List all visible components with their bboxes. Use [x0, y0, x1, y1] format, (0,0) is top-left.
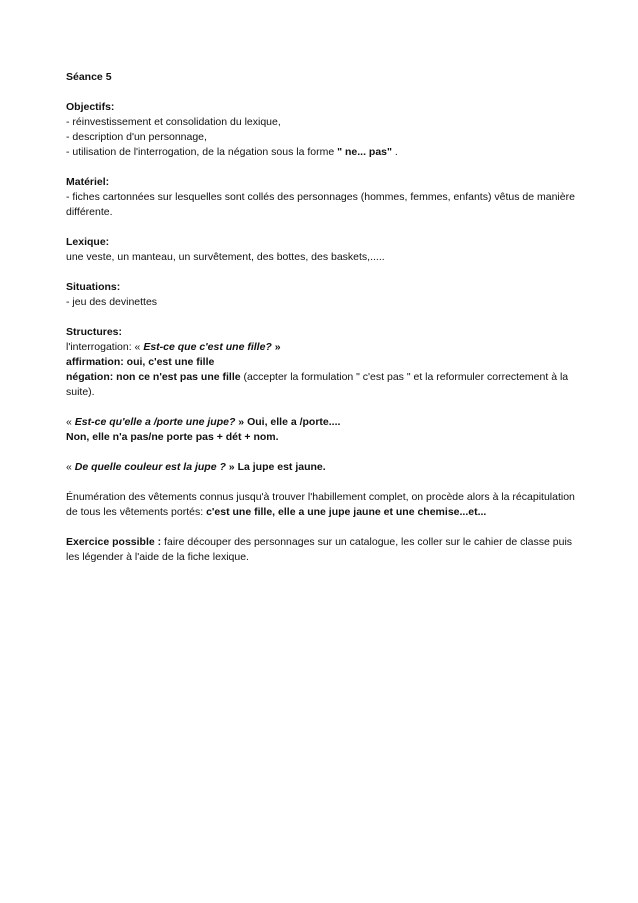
exemple-1: [66, 415, 586, 445]
document-page: [66, 70, 586, 580]
exemple-2-question: De quelle couleur est la jupe ?: [74, 461, 226, 473]
situations-section: [66, 280, 586, 310]
situations-text: - jeu des devinettes: [66, 296, 158, 308]
materiel-text: - fiches cartonnées sur lesquelles sont collés des personnages (hommes, femmes, enfants) vêtus de manière différente.: [66, 191, 575, 218]
exemple-1-line-1: [66, 415, 586, 430]
enumeration-bold: c'est une fille, elle a une jupe jaune et une chemise...et...: [206, 506, 487, 518]
objectifs-item-2: - description d'un personnage,: [66, 131, 207, 143]
exemple-2-rest: » La jupe est jaune.: [225, 461, 326, 473]
seance-title: Séance 5: [66, 71, 112, 83]
exemple-2-line: [66, 460, 586, 475]
objectifs-item-3-text: - utilisation de l'interrogation, de la négation sous la forme: [66, 146, 335, 158]
objectifs-item-1: - réinvestissement et consolidation du lexique,: [66, 116, 281, 128]
negation-bold: négation: non ce n'est pas une fille: [66, 371, 241, 383]
objectifs-item-3-end: .: [391, 146, 398, 158]
exemple-1-question: Est-ce qu'elle a /porte une jupe?: [74, 416, 236, 428]
exemple-2: [66, 460, 586, 475]
negation-text: (accepter la formulation " c'est pas " et la reformuler correctement à la suite).: [66, 371, 569, 398]
objectifs-heading: Objectifs:: [66, 101, 115, 113]
lexique-section: [66, 235, 586, 265]
structures-negation: [66, 370, 586, 400]
materiel-heading: Matériel:: [66, 176, 110, 188]
exercice-label: Exercice possible :: [66, 536, 162, 548]
interrogation-close-quote: »: [271, 341, 281, 353]
lexique-heading: Lexique:: [66, 236, 110, 248]
interrogation-label: l'interrogation:: [66, 341, 135, 353]
exemple-1-line-2: Non, elle n'a pas/ne porte pas + dét + nom.: [66, 431, 279, 443]
objectifs-section: [66, 100, 586, 160]
exemple-1-rest: » Oui, elle a /porte....: [235, 416, 341, 428]
interrogation-open-quote: «: [134, 341, 144, 353]
exemple-1-open-quote: «: [66, 416, 75, 428]
objectifs-item-3: [66, 145, 586, 160]
enumeration-text: Énumération des vêtements connus jusqu'à trouver l'habillement complet, on procède alors à la récapitulation de tous les vêtements portés:: [66, 491, 575, 518]
lexique-text: une veste, un manteau, un survêtement, des bottes, des baskets,.....: [66, 251, 385, 263]
enumeration-paragraph: [66, 490, 586, 520]
exercice-paragraph: [66, 535, 586, 565]
interrogation-question: Est-ce que c'est une fille?: [143, 341, 272, 353]
seance-title-block: [66, 70, 586, 85]
exemple-2-open-quote: «: [66, 461, 75, 473]
situations-heading: Situations:: [66, 281, 121, 293]
structures-affirmation: affirmation: oui, c'est une fille: [66, 356, 215, 368]
structures-interrogation: [66, 340, 586, 355]
materiel-section: [66, 175, 586, 220]
exercice-text: faire découper des personnages sur un catalogue, les coller sur le cahier de classe puis les légender à l'aide de la fiche lexique.: [66, 536, 573, 563]
structures-heading: Structures:: [66, 326, 123, 338]
objectifs-item-3-bold: " ne... pas": [337, 146, 392, 158]
structures-section: [66, 325, 586, 400]
